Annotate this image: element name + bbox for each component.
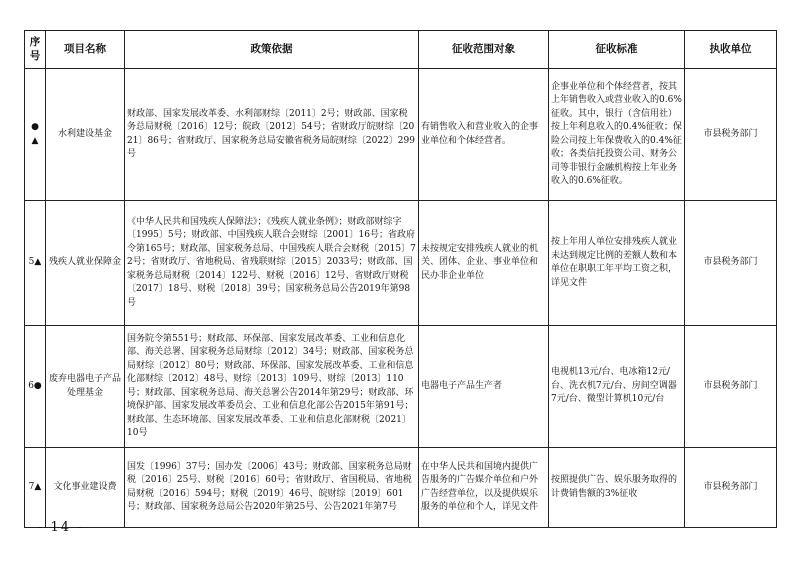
collection-scope: 在中华人民共和国境内提供广告服务的广告媒介单位和户外广告经营单位，以及提供娱乐服务的单位和个人，详见文件	[419, 448, 549, 528]
policy-basis: 《中华人民共和国残疾人保障法》；《残疾人就业条例》；财政部财综字〔1995〕5号；财政部、中国残疾人联合会财综〔2001〕16号；省政府令第165号；财政部、国家税务总局、中国残疾人联合会财税〔2015〕72号；省财政厅、省地税局、省残联财综〔2015〕2033号；财政部、国家税务总局财税〔2014〕122号、财税〔2016〕12号、省财政厅财税〔2017〕18号、财税〔2018〕39号；国家税务总局公告2019年第98号	[125, 201, 419, 326]
item-name: 残疾人就业保障金	[46, 201, 125, 326]
collecting-authority: 市县税务部门	[685, 448, 777, 528]
policy-basis: 财政部、国家发展改革委、水利部财综〔2011〕2号；财政部、国家税务总局财税〔2016〕12号；皖政〔2012〕54号；省财政厅皖财综〔2021〕86号；省财政厅、国家税务总局安徽省税务局皖财综〔2022〕299号	[125, 69, 419, 201]
table-row	[25, 201, 777, 326]
collecting-authority: 市县税务部门	[685, 326, 777, 448]
row-number: 7▲	[25, 448, 46, 528]
table-header-row	[25, 31, 777, 69]
item-name: 废弃电器电子产品处理基金	[46, 326, 125, 448]
row-number: 6●	[25, 326, 46, 448]
policy-basis: 国发〔1996〕37号；国办发〔2006〕43号；财政部、国家税务总局财税〔2016〕25号、财税〔2016〕60号；省财政厅、省国税局、省地税局财税〔2016〕594号；财税〔2019〕46号、皖财综〔2019〕601号；财政部、国家税务总局公告2020年第25号、公告2021年第7号	[125, 448, 419, 528]
header-authority: 执收单位	[685, 31, 777, 69]
collecting-authority: 市县税务部门	[685, 201, 777, 326]
table-row	[25, 69, 777, 201]
header-no: 序号	[25, 31, 46, 69]
collection-standard: 电视机13元/台、电冰箱12元/台、洗衣机7元/台、房间空调器7元/台、微型计算机10元/台	[549, 326, 685, 448]
policy-basis: 国务院令第551号；财政部、环保部、国家发展改革委、工业和信息化部、海关总署、国家税务总局财综〔2012〕34号；财政部、国家税务总局财综〔2012〕80号；财政部、环保部、国家发展改革委、工业和信息化部财综〔2012〕48号、财综〔2013〕109号、财综〔2013〕110号；财政部、国家税务总局、海关总署公告2014年第29号；财政部、环境保护部、国家发展改革委员会、工业和信息化部公告2015年第91号；财政部、生态环境部、国家发展改革委、工业和信息化部财税〔2021〕10号	[125, 326, 419, 448]
collection-standard: 按照提供广告、娱乐服务取得的计费销售额的3%征收	[549, 448, 685, 528]
table-row	[25, 448, 777, 528]
collection-standard: 企事业单位和个体经营者，按其上年销售收入或营业收入的0.6%征收。其中，银行（含信用社）按上年利息收入的0.4%征收；保险公司按上年保费收入的0.4%征收；各类信托投资公司、财务公司等非银行金融机构按上年业务收入的0.6%征收。	[549, 69, 685, 201]
collection-scope: 有销售收入和营业收入的企事业单位和个体经营者。	[419, 69, 549, 201]
item-name: 文化事业建设费	[46, 448, 125, 528]
page-number: - 14 -	[38, 520, 84, 535]
table-row	[25, 326, 777, 448]
header-basis: 政策依据	[125, 31, 419, 69]
collection-scope: 电器电子产品生产者	[419, 326, 549, 448]
header-standard: 征收标准	[549, 31, 685, 69]
fee-table	[24, 30, 777, 528]
row-number: ● ▲	[25, 69, 46, 201]
header-name: 项目名称	[46, 31, 125, 69]
row-number: 5▲	[25, 201, 46, 326]
collection-scope: 未按规定安排残疾人就业的机关、团体、企业、事业单位和民办非企业单位	[419, 201, 549, 326]
item-name: 水利建设基金	[46, 69, 125, 201]
collection-standard: 按上年用人单位安排残疾人就业未达到规定比例的差额人数和本单位在职职工年平均工资之积，详见文件	[549, 201, 685, 326]
collecting-authority: 市县税务部门	[685, 69, 777, 201]
header-scope: 征收范围对象	[419, 31, 549, 69]
